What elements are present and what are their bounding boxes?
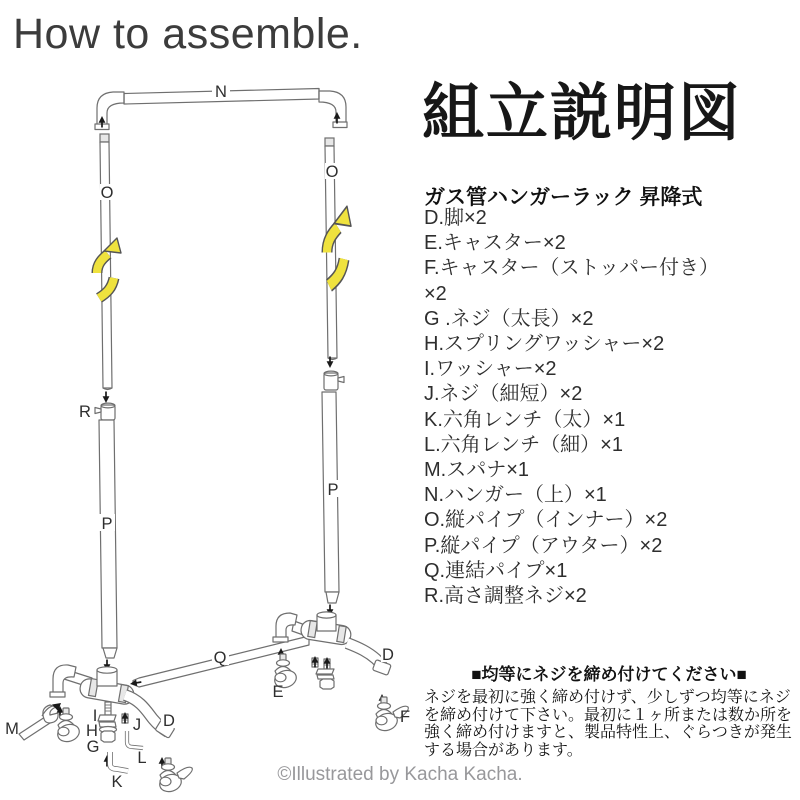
- parts-list-item: G .ネジ（太長）×2: [424, 307, 594, 330]
- parts-list-item: Q.連結パイプ×1: [424, 559, 568, 582]
- parts-list-item: H.スプリングワッシャー×2: [424, 333, 665, 356]
- parts-list-item: O.縦パイプ（インナー）×2: [424, 509, 668, 532]
- assembly-title-jp: 組立説明図: [422, 79, 743, 148]
- label-e: E: [272, 683, 284, 701]
- parts-list: [424, 206, 796, 609]
- outer-pipe-p-right: [322, 392, 341, 603]
- warning-body: ネジを最初に強く締め付けず、少しずつ均等にネジを締め付けて下さい。最初に１ヶ所または数か所を強く締め付けますと、製品特性上、ぐらつきが発生する場合があります。: [424, 689, 793, 759]
- parts-list-item: K.六角レンチ（太）×1: [424, 408, 626, 431]
- hanger-bar-n: [95, 83, 347, 130]
- page-title: How to assemble.: [13, 10, 363, 58]
- label-h: H: [86, 722, 98, 740]
- label-j: J: [132, 716, 142, 734]
- product-name: ガス管ハンガーラック 昇降式: [424, 186, 703, 209]
- label-d-left: D: [163, 712, 175, 730]
- label-d-right: D: [382, 646, 394, 664]
- parts-list-item: M.スパナ×1: [424, 459, 530, 482]
- label-p-right: P: [327, 481, 339, 499]
- label-k: K: [111, 773, 123, 791]
- credit-line: ©Illustrated by Kacha Kacha.: [277, 764, 523, 785]
- label-i: I: [92, 707, 98, 725]
- height-adjust-collar-right: [324, 371, 344, 390]
- parts-list-item: N.ハンガー（上）×1: [424, 484, 607, 507]
- parts-list-item: P.縦パイプ（アウター）×2: [424, 534, 663, 557]
- parts-list-item: R.高さ調整ネジ×2: [424, 585, 587, 608]
- label-p-left: P: [101, 515, 113, 533]
- parts-list-item: F.キャスター（ストッパー付き）: [424, 257, 719, 280]
- warning-title: ■均等にネジを締め付けてください■: [471, 665, 747, 684]
- parts-list-item: D.脚×2: [424, 207, 487, 229]
- screw-set-left: [86, 702, 116, 756]
- spanner-m: [5, 703, 61, 740]
- label-o-right: O: [325, 163, 339, 181]
- hex-wrench-l: [127, 731, 147, 767]
- label-n: N: [215, 83, 227, 101]
- label-q: Q: [213, 649, 227, 667]
- hex-wrench-k: [110, 752, 128, 791]
- parts-list-item: J.ネジ（細短）×2: [424, 383, 583, 406]
- arrow-down-icon: [103, 392, 110, 404]
- label-r: R: [79, 403, 91, 421]
- parts-list-item: I.ワッシャー×2: [424, 358, 557, 381]
- outer-pipe-p-left: [99, 420, 117, 658]
- parts-list-item: E.キャスター×2: [424, 232, 566, 255]
- label-f: F: [399, 708, 411, 726]
- label-g: G: [86, 738, 100, 756]
- label-l: L: [137, 749, 147, 767]
- label-m: M: [5, 720, 19, 738]
- label-o-left: O: [100, 184, 114, 202]
- assembly-diagram: [0, 60, 430, 800]
- parts-list-item: L.六角レンチ（細）×1: [424, 433, 623, 456]
- parts-list-item: ×2: [424, 282, 447, 305]
- height-adjust-collar-r: [79, 403, 115, 421]
- warning-box: [424, 660, 794, 759]
